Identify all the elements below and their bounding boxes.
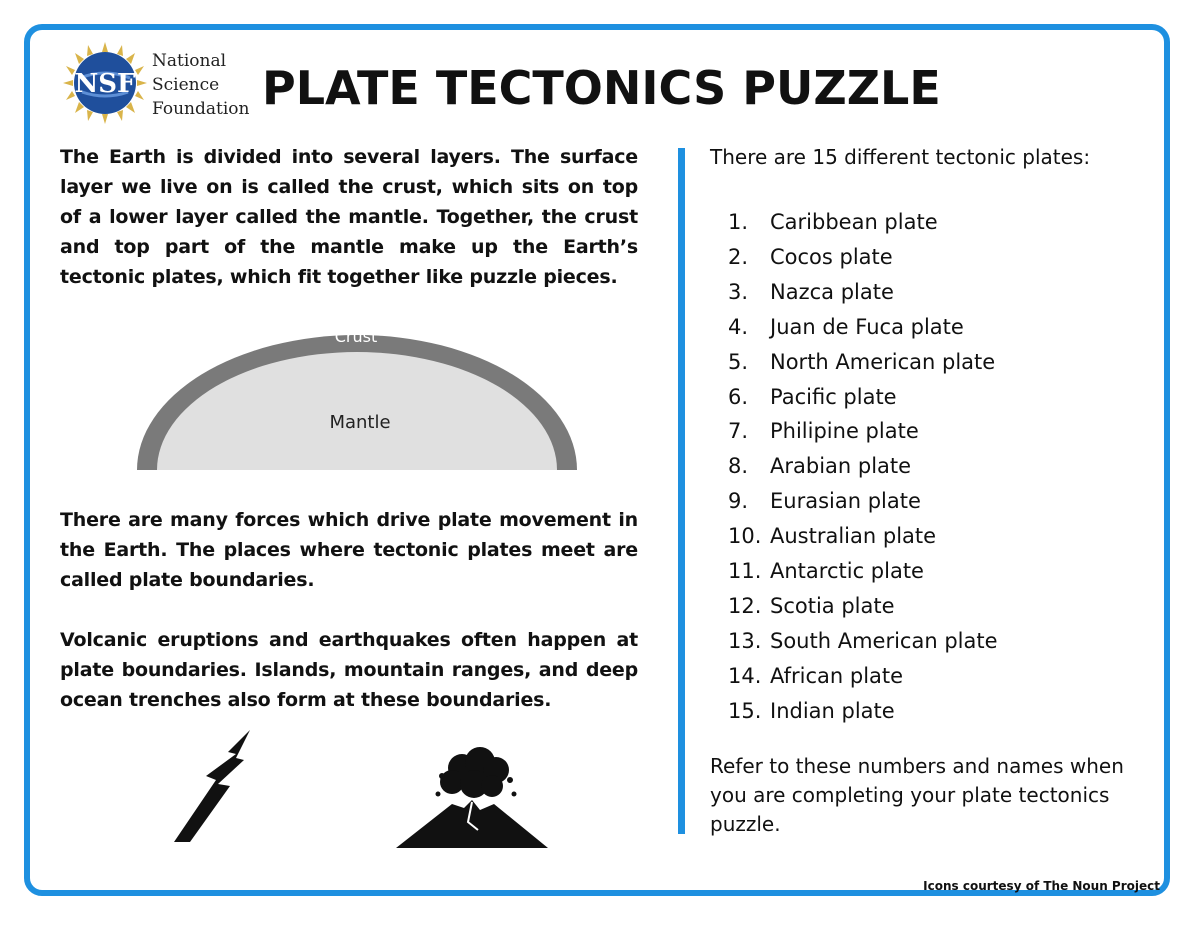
- plate-name: Caribbean plate: [770, 210, 938, 234]
- plate-name: Eurasian plate: [770, 489, 921, 514]
- plate-number: 6.: [728, 384, 749, 409]
- plate-name: North American plate: [770, 349, 996, 374]
- plate-name: Scotia plate: [770, 593, 895, 618]
- org-line-3: Foundation: [152, 99, 250, 119]
- plates-list: [728, 205, 998, 729]
- plate-name: Cocos plate: [770, 244, 893, 269]
- plate-number: 7.: [728, 419, 749, 444]
- list-item: [728, 205, 998, 240]
- mantle-label: Mantle: [329, 412, 391, 433]
- plates-outro: Refer to these numbers and names when you are completing your plate tectonics puzzle.: [710, 754, 1124, 836]
- plate-number: 4.: [728, 314, 749, 339]
- plate-number: 1.: [728, 210, 749, 234]
- plate-number: 14.: [728, 663, 762, 688]
- plate-number: 11.: [728, 559, 762, 584]
- logo-text: NSF: [74, 69, 136, 99]
- list-item: [728, 310, 998, 345]
- plate-number: 15.: [728, 698, 762, 723]
- crust-label: Crust: [334, 327, 378, 346]
- plate-name: Arabian plate: [770, 454, 912, 479]
- list-item: [728, 449, 998, 484]
- list-item: [728, 240, 998, 275]
- org-line-1: National: [152, 51, 227, 71]
- plate-number: 12.: [728, 593, 762, 618]
- list-item: [728, 484, 998, 519]
- plate-number: 2.: [728, 244, 749, 269]
- organization-name: [152, 49, 249, 121]
- boundaries-paragraph: Volcanic eruptions and earthquakes often happen at plate boundaries. Islands, mountain ranges, and deep ocean trenches also form at these boundaries.: [60, 629, 638, 711]
- page-title: PLATE TECTONICS PUZZLE: [262, 61, 941, 115]
- list-item: [728, 519, 998, 554]
- plate-name: Australian plate: [770, 524, 937, 549]
- plate-name: Nazca plate: [770, 279, 894, 304]
- list-item: [728, 694, 998, 729]
- plate-number: 10.: [728, 524, 762, 549]
- plate-name: Juan de Fuca plate: [770, 314, 964, 339]
- plate-name: Philipine plate: [770, 419, 919, 444]
- intro-paragraph: The Earth is divided into several layers. The surface layer we live on is called the crust, which sits on top of a lower layer called the mantle. Together, the crust and top part of the mantle make up the Earth’s tectonic plates, which fit together like puzzle pieces.: [60, 146, 638, 288]
- list-item: [728, 380, 998, 415]
- plate-number: 5.: [728, 349, 749, 374]
- plate-name: Pacific plate: [770, 384, 897, 409]
- column-divider: [678, 148, 685, 834]
- icon-credit: Icons courtesy of The Noun Project: [923, 879, 1160, 893]
- org-line-2: Science: [152, 75, 220, 95]
- plates-intro: There are 15 different tectonic plates:: [710, 145, 1091, 169]
- list-item: [728, 414, 998, 449]
- plate-number: 13.: [728, 628, 762, 653]
- list-item: [728, 659, 998, 694]
- nsf-logo-icon: [60, 40, 150, 126]
- list-item: [728, 554, 998, 589]
- volcano-icon: [392, 740, 552, 850]
- list-item: [728, 589, 998, 624]
- plate-number: 9.: [728, 489, 749, 514]
- forces-paragraph: There are many forces which drive plate movement in the Earth. The places where tectonic plates meet are called plate boundaries.: [60, 509, 638, 591]
- plate-name: African plate: [770, 663, 904, 688]
- plate-name: Antarctic plate: [770, 559, 924, 584]
- plate-name: Indian plate: [770, 698, 895, 723]
- list-item: [728, 624, 998, 659]
- earth-layers-diagram: [132, 320, 582, 475]
- list-item: [728, 345, 998, 380]
- plate-number: 8.: [728, 454, 749, 479]
- plate-name: South American plate: [770, 628, 998, 653]
- list-item: [728, 275, 998, 310]
- plate-number: 3.: [728, 279, 749, 304]
- earthquake-icon: [168, 730, 258, 845]
